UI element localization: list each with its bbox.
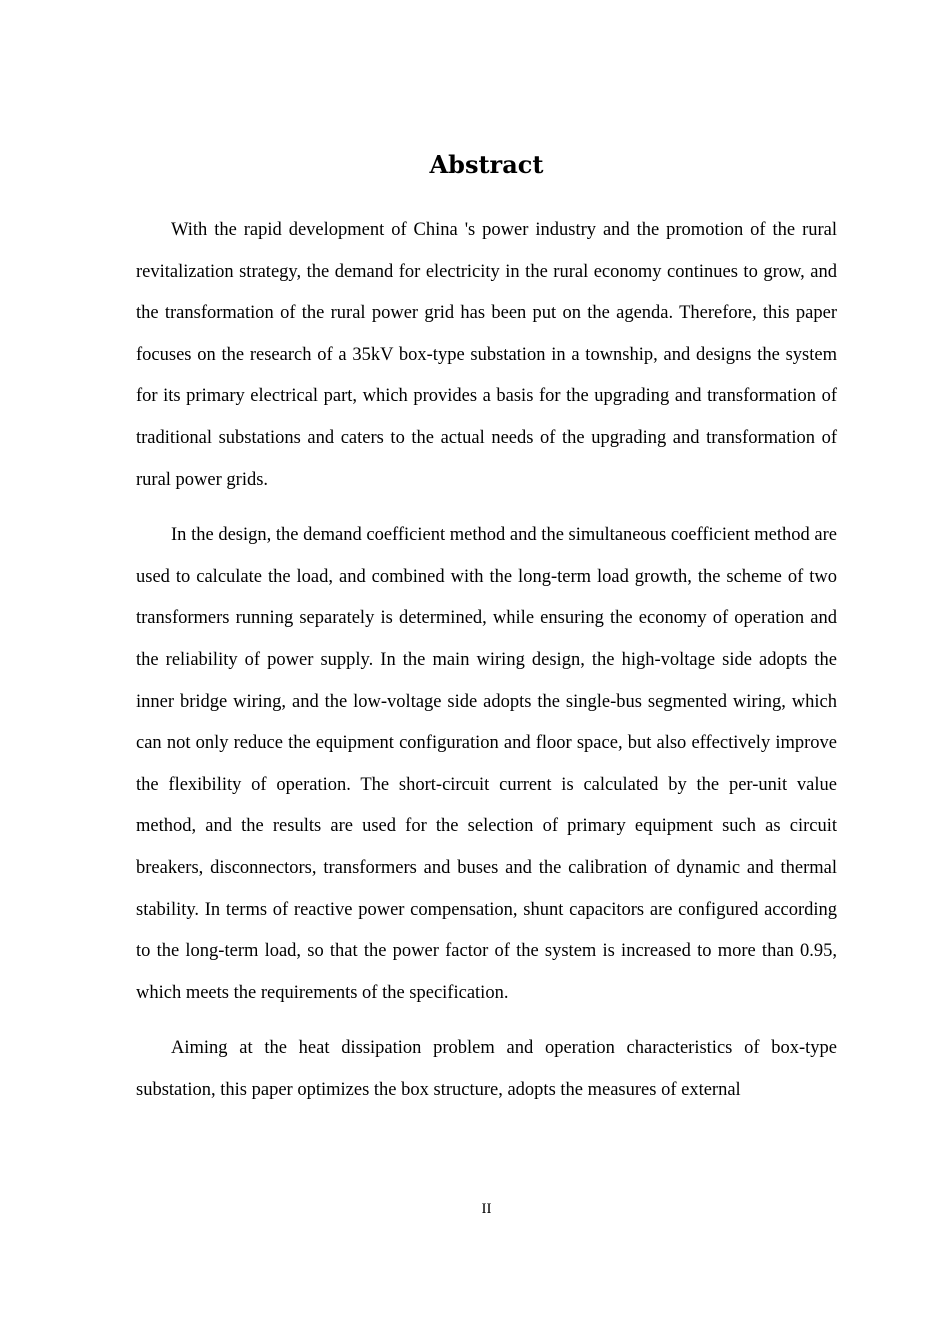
abstract-title: Abstract bbox=[429, 150, 544, 179]
abstract-paragraph-1: With the rapid development of China 's power industry and the promotion of the rural revitalization strategy, the demand for electricity in the rural economy continues to grow, and the transformation of the rural power grid has been put on the agenda. Therefore, this paper focuses on the research of a 35kV box-type substation in a township, and designs the system for its primary electrical part, which provides a basis for the upgrading and transformation of traditional substations and caters to the actual needs of the upgrading and transformation of rural power grids. bbox=[136, 220, 837, 490]
abstract-paragraph-2: In the design, the demand coefficient method and the simultaneous coefficient method are used to calculate the load, and combined with the long-term load growth, the scheme of two transformers running separately is determined, while ensuring the economy of operation and the reliability of power supply. In the main wiring design, the high-voltage side adopts the inner bridge wiring, and the low-voltage side adopts the single-bus segmented wiring, which can not only reduce the equipment configuration and floor space, but also effectively improve the flexibility of operation. The short-circuit current is calculated by the per-unit value method, and the results are used for the selection of primary equipment such as circuit breakers, disconnectors, transformers and buses and the calibration of dynamic and thermal stability. In terms of reactive power compensation, shunt capacitors are configured according to the long-term load, so that the power factor of the system is increased to more than 0.95, which meets the requirements of the specification. bbox=[136, 525, 837, 1003]
page-number: II bbox=[481, 1201, 492, 1217]
abstract-paragraph-3: Aiming at the heat dissipation problem and operation characteristics of box-type substation, this paper optimizes the box structure, adopts the measures of external bbox=[136, 1038, 837, 1100]
abstract-body bbox=[136, 210, 837, 1125]
